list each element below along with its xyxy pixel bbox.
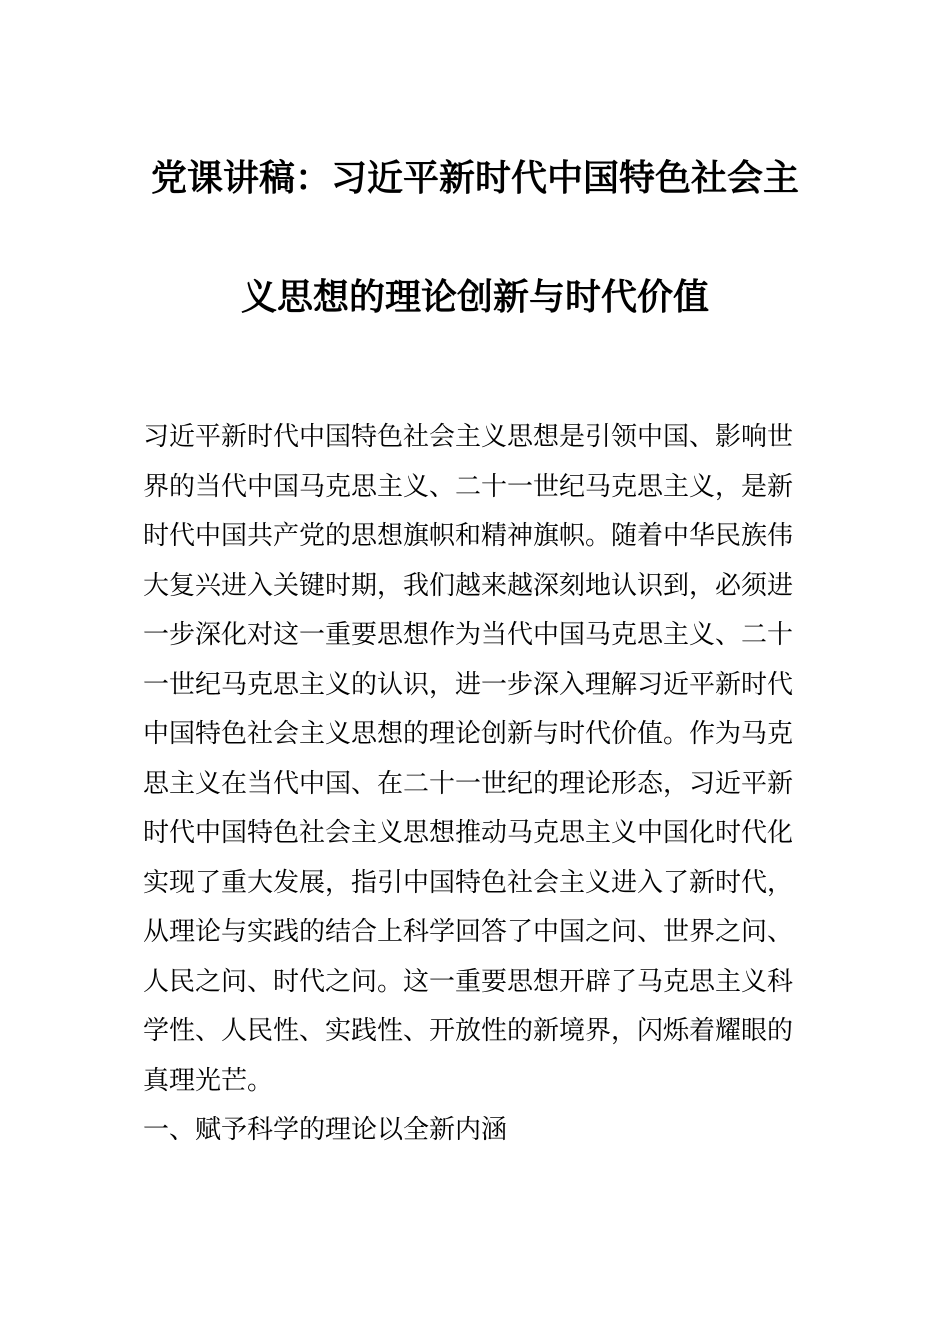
paragraph-line: 习近平新时代中国特色社会主义思想是引领中国、影响世 <box>143 422 794 452</box>
paragraph-line: 人民之问、时代之问。这一重要思想开辟了马克思主义科 <box>143 966 794 997</box>
paragraph-line: 时代中国特色社会主义思想推动马克思主义中国化时代化 <box>143 818 794 848</box>
paragraph-line: 一步深化对这一重要思想作为当代中国马克思主义、二十 <box>143 620 794 650</box>
paragraph-line: 一世纪马克思主义的认识，进一步深入理解习近平新时代 <box>143 669 794 700</box>
section-heading: 一、赋予科学的理论以全新内涵 <box>143 1115 508 1145</box>
paragraph-line: 实现了重大发展，指引中国特色社会主义进入了新时代， <box>143 867 794 898</box>
paragraph-line: 从理论与实践的结合上科学回答了中国之问、世界之问、 <box>143 917 794 947</box>
document-title-line-1: 党课讲稿：习近平新时代中国特色社会主 <box>150 158 799 199</box>
paragraph-line: 真理光芒。 <box>143 1065 274 1096</box>
paragraph-line: 学性、人民性、实践性、开放性的新境界，闪烁着耀眼的 <box>143 1016 794 1046</box>
paragraph-line: 大复兴进入关键时期，我们越来越深刻地认识到，必须进 <box>143 570 794 601</box>
paragraph-line: 时代中国共产党的思想旗帜和精神旗帜。随着中华民族伟 <box>143 521 794 551</box>
document-title-line-2: 义思想的理论创新与时代价值 <box>240 277 709 318</box>
paragraph-line: 中国特色社会主义思想的理论创新与时代价值。作为马克 <box>143 719 794 749</box>
paragraph-line: 界的当代中国马克思主义、二十一世纪马克思主义，是新 <box>143 471 794 502</box>
paragraph-line: 思主义在当代中国、在二十一世纪的理论形态，习近平新 <box>143 768 794 799</box>
